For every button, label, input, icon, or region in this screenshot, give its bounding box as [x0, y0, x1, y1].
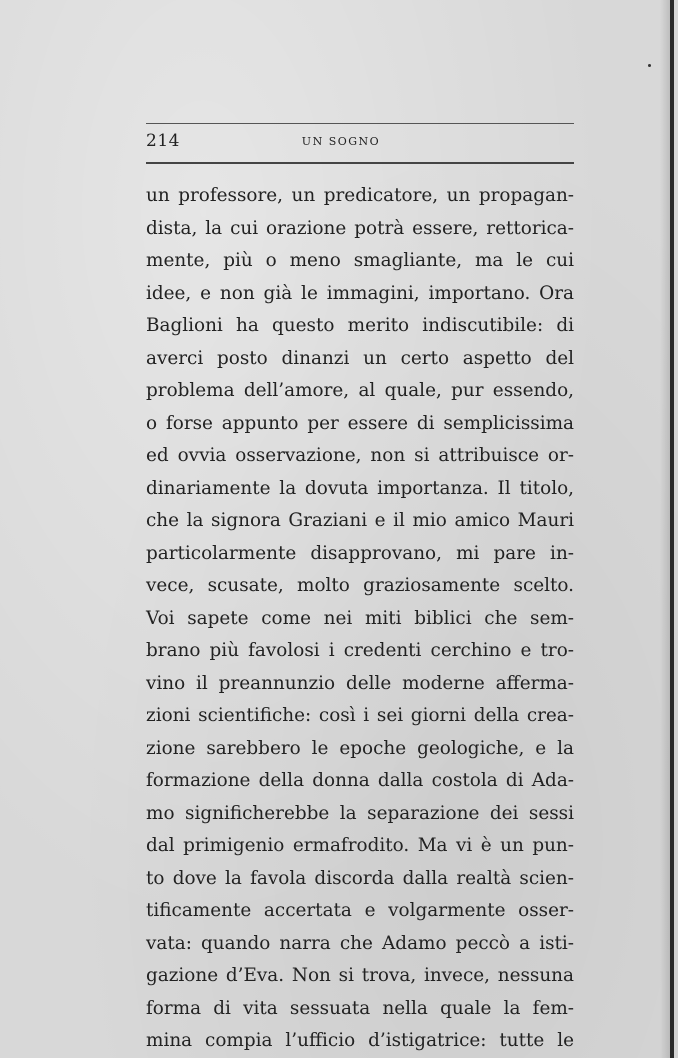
text-line: che la signora Graziani e il mio amico Mauri	[146, 510, 574, 531]
text-line: ed ovvia osservazione, non si attribuisce or-	[146, 445, 574, 466]
text-line: o forse appunto per essere di semplicissima	[146, 412, 574, 434]
header-top-rule	[146, 123, 574, 124]
text-line: vata: quando narra che Adamo peccò a isti-	[146, 932, 574, 954]
body-text	[146, 180, 574, 1058]
text-line: gazione d’Eva. Non si trova, invece, nessuna	[146, 965, 574, 986]
running-header	[146, 131, 574, 155]
running-title: UN SOGNO	[301, 135, 381, 148]
text-line: particolarmente disapprovano, mi pare in-	[146, 542, 574, 564]
text-line: Voi sapete come nei miti biblici che sem-	[146, 607, 574, 629]
page-number: 214	[146, 131, 180, 151]
text-line: mina compia l’ufficio d’istigatrice: tutte le	[146, 1030, 574, 1051]
text-line: Baglioni ha questo merito indiscutibile: di	[146, 315, 574, 336]
text-line: dal primigenio ermafrodito. Ma vi è un pun-	[146, 835, 574, 856]
text-line: brano più favolosi i credenti cerchino e tro-	[146, 640, 574, 661]
text-line: dista, la cui orazione potrà essere, rettorica-	[146, 217, 574, 239]
page-gutter-shadow	[660, 0, 670, 1058]
text-line: idee, e non già le immagini, importano. Ora	[146, 282, 574, 304]
text-line: mente, più o meno smagliante, ma le cui	[146, 250, 574, 271]
text-line: forma di vita sessuata nella quale la fem-	[146, 997, 574, 1019]
text-line: zioni scientifiche: così i sei giorni della crea-	[146, 705, 574, 726]
ink-speck	[648, 64, 651, 67]
text-line: dinariamente la dovuta importanza. Il titolo,	[146, 477, 574, 499]
text-line: zione sarebbero le epoche geologiche, e la	[146, 737, 574, 759]
text-line: to dove la favola discorda dalla realtà scien-	[146, 867, 574, 889]
text-line: problema dell’amore, al quale, pur essendo,	[146, 380, 574, 401]
header-bottom-rule	[146, 162, 574, 164]
page-edge	[670, 0, 674, 1058]
text-line: averci posto dinanzi un certo aspetto del	[146, 347, 574, 369]
text-line: tificamente accertata e volgarmente osser-	[146, 900, 574, 921]
text-line: formazione della donna dalla costola di Ada-	[146, 770, 574, 791]
text-line: vino il preannunzio delle moderne afferma-	[146, 672, 574, 694]
text-line: vece, scusate, molto graziosamente scelto.	[146, 575, 574, 596]
text-line: un professore, un predicatore, un propagan-	[146, 185, 574, 206]
text-line: mo significherebbe la separazione dei sessi	[146, 802, 574, 824]
